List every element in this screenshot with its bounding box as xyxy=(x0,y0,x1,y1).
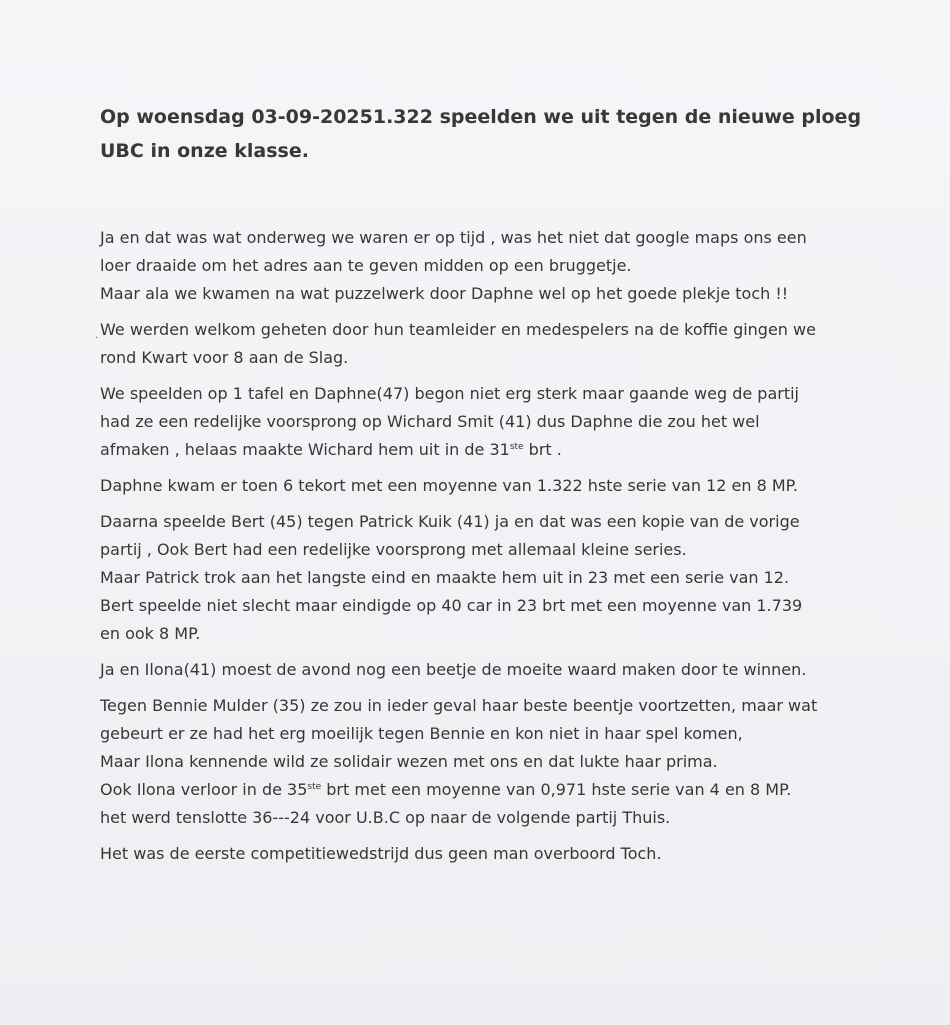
paragraph-line: Ja en Ilona(41) moest de avond nog een beetje de moeite waard maken door te winnen. xyxy=(100,660,807,679)
paragraph-line: loer draaide om het adres aan te geven midden op een bruggetje. xyxy=(100,256,632,275)
paragraph-line: had ze een redelijke voorsprong op Wichard Smit (41) dus Daphne die zou het wel xyxy=(100,412,760,431)
paragraph-line: Daarna speelde Bert (45) tegen Patrick Kuik (41) ja en dat was een kopie van de vorige xyxy=(100,512,800,531)
text-segment: afmaken , helaas maakte Wichard hem uit in de 31 xyxy=(100,440,510,459)
document-content xyxy=(100,100,880,868)
paragraph-line: We werden welkom geheten door hun teamleider en medespelers na de koffie gingen we xyxy=(100,320,816,339)
paragraph-line: en ook 8 MP. xyxy=(100,624,201,643)
paragraph-line: partij , Ook Bert had een redelijke voorsprong met allemaal kleine series. xyxy=(100,540,687,559)
paragraph-daphne-result xyxy=(100,472,880,500)
stray-mark: · xyxy=(95,333,99,344)
paragraph-line: Maar ala we kwamen na wat puzzelwerk door Daphne wel op het goede plekje toch !! xyxy=(100,284,789,303)
paragraph-welcome xyxy=(100,316,880,372)
document-title xyxy=(100,100,880,168)
paragraph-line: Daphne kwam er toen 6 tekort met een moyenne van 1.322 hste serie van 12 en 8 MP. xyxy=(100,476,798,495)
paragraph-line: Tegen Bennie Mulder (35) ze zou in ieder geval haar beste beentje voortzetten, maar wat xyxy=(100,696,818,715)
paragraph-bert-match xyxy=(100,508,880,648)
paragraph-line: Maar Ilona kennende wild ze solidair wezen met ons en dat lukte haar prima. xyxy=(100,752,718,771)
text-segment: Ook Ilona verloor in de 35 xyxy=(100,780,308,799)
paragraph-daphne-match xyxy=(100,380,880,464)
paragraph-line: het werd tenslotte 36---24 voor U.B.C op naar de volgende partij Thuis. xyxy=(100,808,671,827)
paragraph-arrival xyxy=(100,224,880,308)
title-line-2: UBC in onze klasse. xyxy=(100,140,309,162)
ordinal-suffix: ste xyxy=(307,782,322,792)
ordinal-suffix: ste xyxy=(509,442,524,452)
paragraph-ilona-intro xyxy=(100,656,880,684)
paragraph-line: We speelden op 1 tafel en Daphne(47) begon niet erg sterk maar gaande weg de partij xyxy=(100,384,799,403)
paragraph-line: gebeurt er ze had het erg moeilijk tegen Bennie en kon niet in haar spel komen, xyxy=(100,724,743,743)
paragraph-ilona-match xyxy=(100,692,880,832)
text-segment: brt met een moyenne van 0,971 hste serie van 4 en 8 MP. xyxy=(321,780,792,799)
text-segment: brt . xyxy=(523,440,562,459)
paragraph-line: Bert speelde niet slecht maar eindigde op 40 car in 23 brt met een moyenne van 1.739 xyxy=(100,596,803,615)
paragraph-line: Maar Patrick trok aan het langste eind en maakte hem uit in 23 met een serie van 12. xyxy=(100,568,790,587)
paragraph-line: Het was de eerste competitiewedstrijd dus geen man overboord Toch. xyxy=(100,844,662,863)
paragraph-closing xyxy=(100,840,880,868)
paragraph-line xyxy=(100,436,880,464)
paragraph-line: Ja en dat was wat onderweg we waren er op tijd , was het niet dat google maps ons een xyxy=(100,228,807,247)
title-line-1: Op woensdag 03-09-20251.322 speelden we uit tegen de nieuwe ploeg xyxy=(100,106,862,128)
paragraph-line: rond Kwart voor 8 aan de Slag. xyxy=(100,348,349,367)
paragraph-line xyxy=(100,776,880,804)
